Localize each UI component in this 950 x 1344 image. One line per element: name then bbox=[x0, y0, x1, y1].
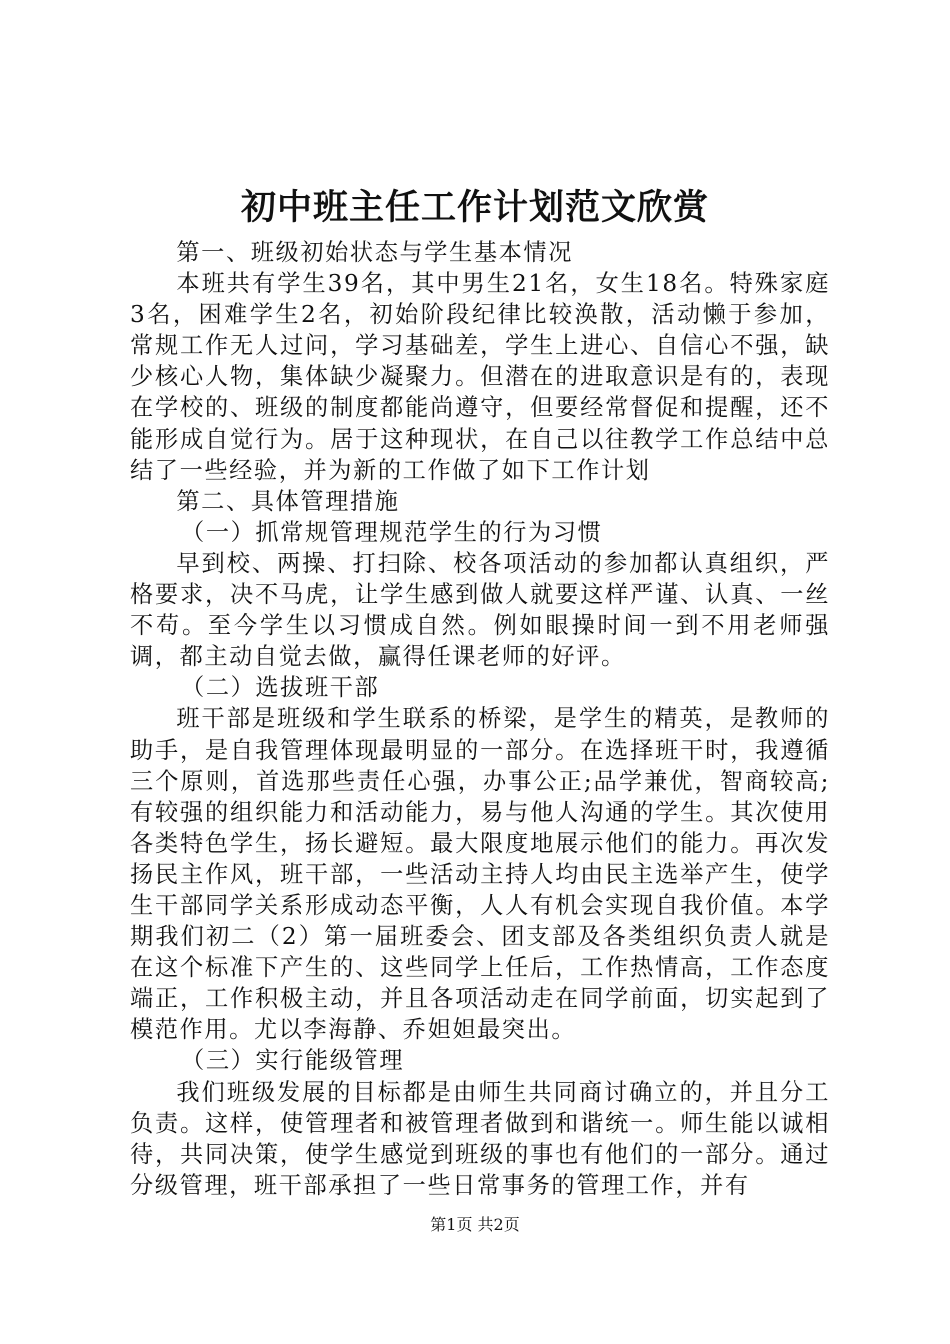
paragraph-3: 班干部是班级和学生联系的桥梁，是学生的精英，是教师的助手，是自我管理体现最明显的一部分。在选择班干时，我遵循三个原则，首选那些责任心强，办事公正;品学兼优，智商较高;有较强的组织能力和活动能力，易与他人沟通的学生。其次使用各类特色学生，扬长避短。最大限度地展示他们的能力。再次发扬民主作风，班干部，一些活动主持人均由民主选举产生，使学生干部同学关系形成动态平衡，人人有机会实现自我价值。本学期我们初二（2）第一届班委会、团支部及各类组织负责人就是在这个标准下产生的、这些同学上任后，工作热情高，工作态度端正，工作积极主动，并且各项活动走在同学前面，切实起到了模范作用。尤以李海静、乔妲妲最突出。 bbox=[130, 705, 830, 1044]
subsection-heading-1: （一）抓常规管理规范学生的行为习惯 bbox=[181, 518, 603, 546]
paragraph-1: 本班共有学生39名，其中男生21名，女生18名。特殊家庭3名，困难学生2名，初始阶段纪律比较涣散，活动懒于参加，常规工作无人过问，学习基础差，学生上进心、自信心不强，缺少核心人物，集体缺少凝聚力。但潜在的进取意识是有的，表现在学校的、班级的制度都能尚遵守，但要经常督促和提醒，还不能形成自觉行为。居于这种现状，在自己以往教学工作总结中总结了一些经验，并为新的工作做了如下工作计划 bbox=[130, 270, 830, 484]
section-heading-1: 第一、班级初始状态与学生基本情况 bbox=[176, 239, 573, 266]
paragraph-2: 早到校、两操、打扫除、校各项活动的参加都认真组织，严格要求，决不马虎，让学生感到做人就要这样严谨、认真、一丝不苟。至今学生以习惯成自然。例如眼操时间一到不用老师强调，都主动自觉去做，赢得任课老师的好评。 bbox=[130, 549, 830, 671]
subsection-heading-2: （二）选拔班干部 bbox=[181, 674, 380, 702]
document-body bbox=[130, 237, 830, 1201]
section-heading-2: 第二、具体管理措施 bbox=[176, 487, 400, 515]
subsection-heading-3: （三）实行能级管理 bbox=[181, 1047, 405, 1075]
page-footer: 第1页 共2页 bbox=[430, 1215, 520, 1234]
paragraph-4: 我们班级发展的目标都是由师生共同商讨确立的，并且分工负责。这样，使管理者和被管理者做到和谐统一。师生能以诚相待，共同决策，使学生感觉到班级的事也有他们的一部分。通过分级管理，班干部承担了一些日常事务的管理工作，并有 bbox=[130, 1078, 830, 1199]
document-title: 初中班主任工作计划范文欣赏 bbox=[240, 187, 709, 228]
